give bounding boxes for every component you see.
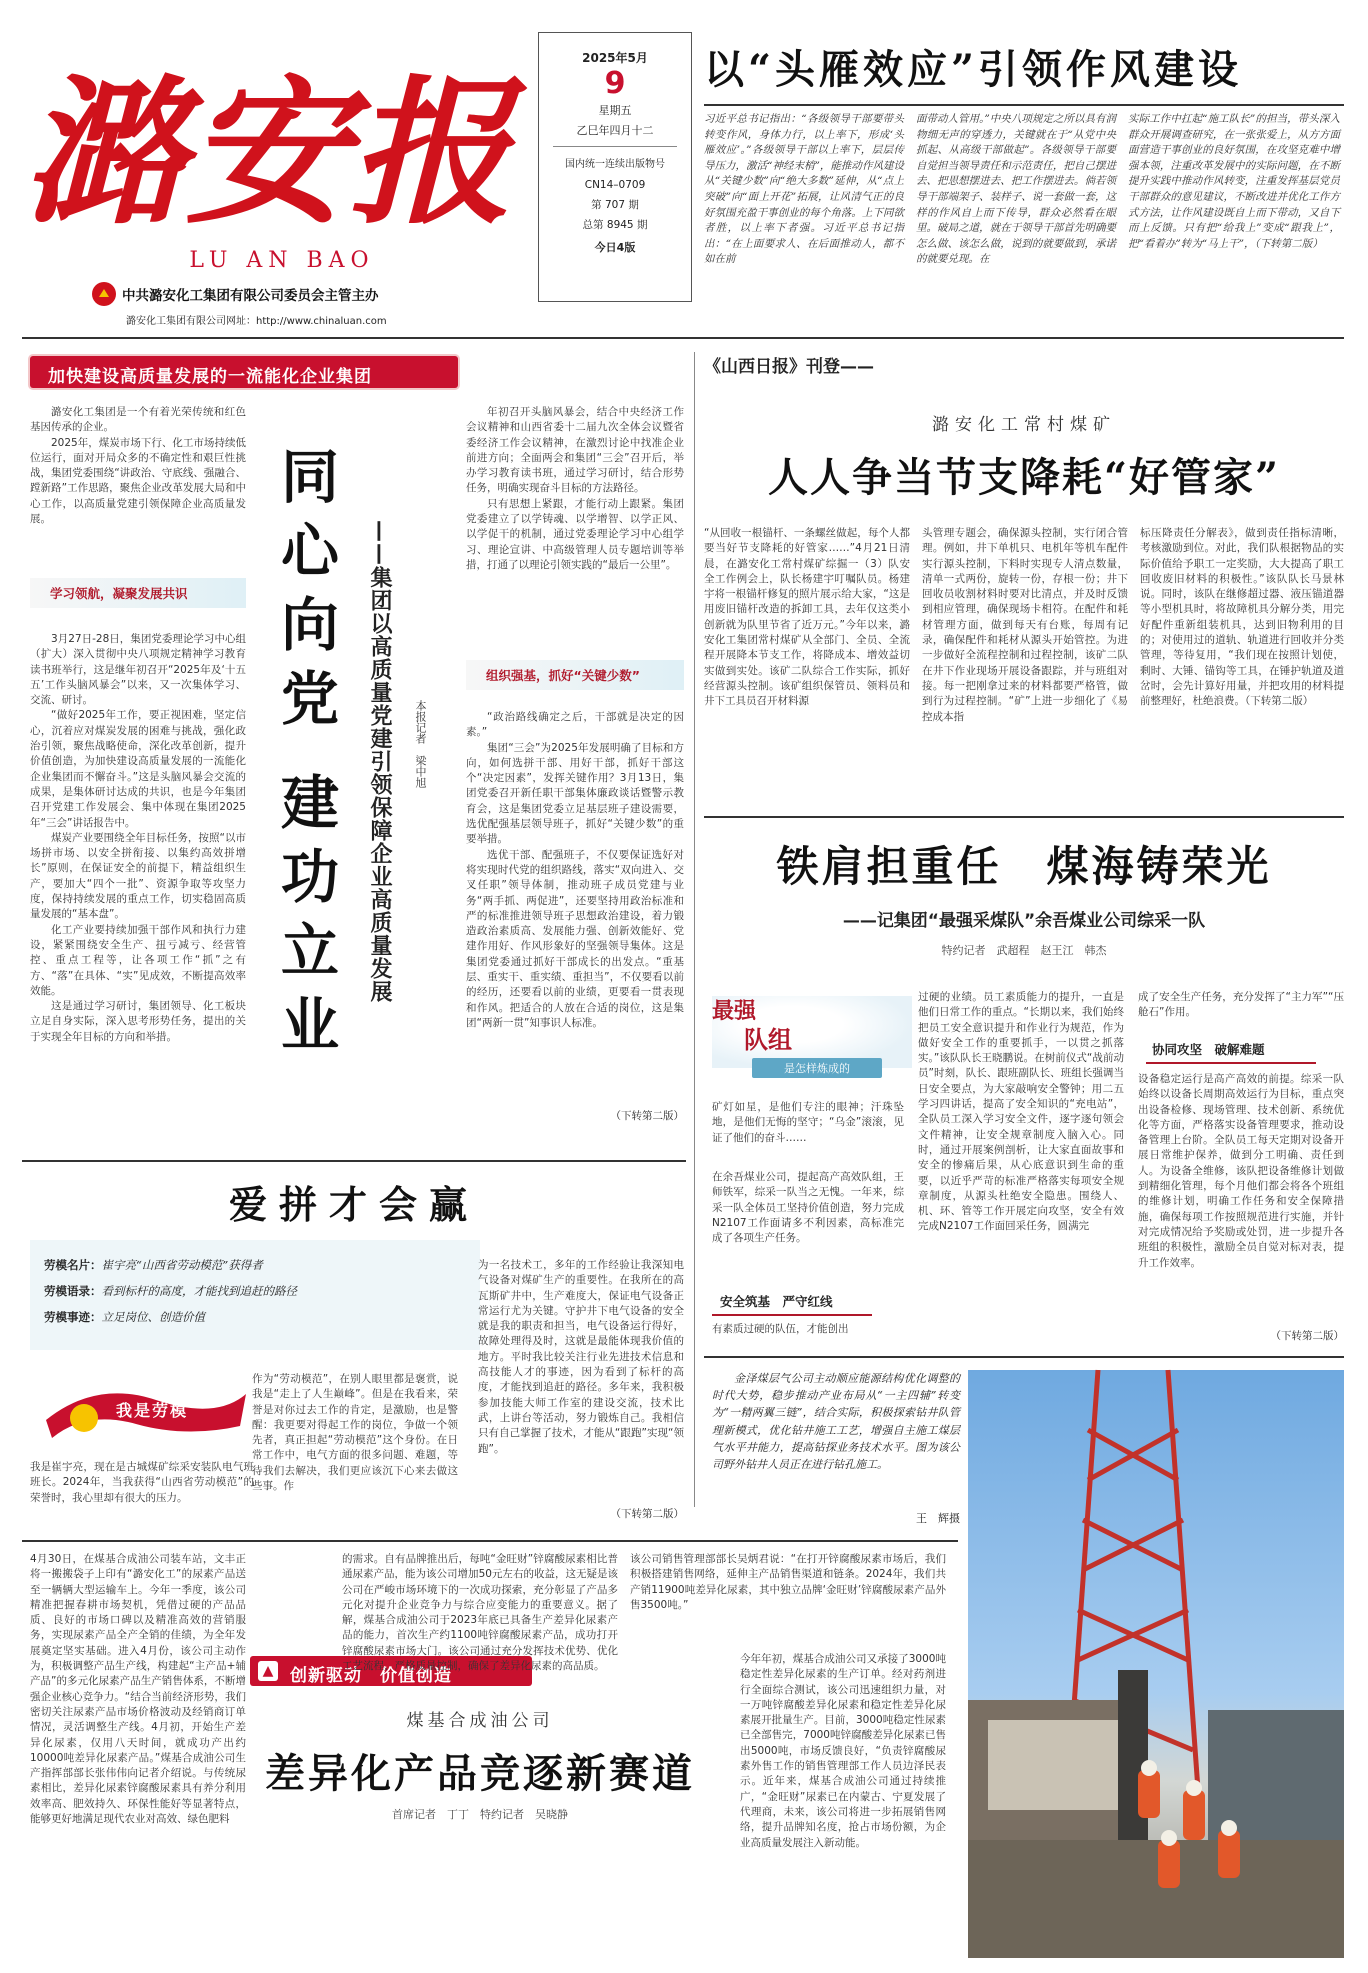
- photo-caption: 金泽煤层气公司主动顺应能源结构优化调整的时代大势，稳步推动产业布局从“一主四辅”转变为“一精两翼三链”，结合实际，积极探索钻井队管理新模式，优化钻井施工工艺，增强自主施工煤层气水平井能力，提高钻探业务技术水平。图为该公司野外钻井人员正在进行钻孔施工。: [712, 1372, 960, 1472]
- love-info-value: 立足岗位、创造价值: [101, 1310, 205, 1324]
- bottom-title: 差异化产品竞逐新赛道: [265, 1750, 695, 1797]
- lead-col3b-p3: 选优干部、配强班子，不仅要保证选好对将实现时代党的组织路线，落实“双向进入、交叉任职”领导体制，推动班子成员党建与业务“两手抓、两促进”，还要坚持用政治标准和严的标准推进领导班子思想政治建设，着力锻造政治素质高、发展能力强、创新效能好、党建作用好、作风形象好的坚强领导集体。这是集团党委通过抓好干部成长的出发点。“重基层、重实干、重实绩、重担当”，不仅要看以前的经历，还要看以前的业绩，更要看一贯表现和作风。把适合的人放在合适的岗位，这是集团“两新一贯”知事识人标准。: [466, 848, 684, 1029]
- lead-col3: [466, 405, 684, 573]
- shanxi-kicker: 《山西日报》刊登——: [704, 357, 874, 377]
- love-info-key: 劳模语录：: [44, 1284, 102, 1298]
- love-info-value: 看到标杆的高度，才能找到追赶的路径: [101, 1284, 297, 1298]
- lead-title-char: 建: [280, 769, 339, 837]
- lead-title-char: 党: [280, 665, 339, 733]
- lead-subhead-1: 学习领航，凝聚发展共识: [30, 578, 246, 608]
- mine-byline: 特约记者 武超程 赵王江 韩杰: [941, 944, 1107, 957]
- lead-title: [268, 440, 352, 1062]
- lead-col3b: [466, 710, 684, 1095]
- publisher-text: 潞安化工集团有限公司网址：http://www.chinaluan.com: [126, 316, 387, 327]
- bottom-pre: 煤基合成油公司: [406, 1711, 554, 1731]
- mine-badge: [712, 990, 920, 1082]
- lead-subhead-2: 组织强基，抓好“关键少数”: [466, 660, 684, 690]
- masthead-pinyin: LU AN BAO: [189, 248, 375, 273]
- lead-col1-p1: 潞安化工集团是一个有着光荣传统和红色基因传承的企业。: [30, 406, 246, 434]
- lead-col1b-p2: “做好2025年工作，要正视困难，坚定信心，沉着应对煤炭发展的困难与挑战，强化政治引领，聚焦战略使命，深化改革创新，提升价值创造，为加快建设高质量发展的一流能化企业集团而不懈奋斗。”这是头脑风暴会交流的成果，是集体研讨达成的共识，也是今年集团召开党建工作发展会、集中体现在集团2025年“三会”讲话报告中。: [30, 709, 246, 829]
- love-info-row: [44, 1278, 466, 1304]
- top-article-title: 以“头雁效应”引领作风建设: [704, 46, 1243, 93]
- mine-col3b: 设备稳定运行是高产高效的前提。综采一队始终以设备长周期高效运行为目标，重点突出设备检修、现场管理、技术创新、系统优化等方面，严格落实设备管理要求，推动设备管理上台阶。全队员工每天定期对设备开展日常维护保养，做到分工明确、责任到人。为设备全维修，该队把设备维修计划做到精细化管理，每个月他们都会将各个班组的维修计划，明确工作任务和安全保障措施，确保每项工作按照规范进行实施，并针对完成情况给予奖励或处罚，进一步提升各班组的积极性，激励全员自觉对标对表，提升工作效率。: [1138, 1073, 1344, 1269]
- date-weekday: 星期五: [598, 104, 632, 117]
- love-info-key: 劳模事迹：: [44, 1310, 102, 1324]
- masthead-logo: [22, 20, 527, 280]
- mine-col1c: 有素质过硬的队伍，才能创出: [712, 1323, 849, 1335]
- lead-continued: （下转第二版）: [610, 1110, 684, 1122]
- love-logo-text: 我是劳模: [116, 1401, 189, 1420]
- love-title: 爱拼才会赢: [228, 1182, 479, 1227]
- lead-col1b-p1: 3月27日-28日，集团党委理论学习中心组（扩大）深入贯彻中央八项规定精神学习教育读书班举行，这是继年初召开“2025年及‘十五五’工作头脑风暴会”以来，又一次集体学习、交流、研讨。: [30, 633, 246, 707]
- column-divider: [694, 352, 695, 1507]
- masthead: [22, 20, 527, 332]
- love-info-key: 劳模名片：: [44, 1258, 102, 1272]
- sponsor-text: 中共潞安化工集团有限公司委员会主管主办: [122, 288, 379, 304]
- lead-col1-p2: 2025年，煤炭市场下行、化工市场持续低位运行，面对开局众多的不确定性和艰巨性挑战，集团党委围绕“讲政治、守底线、强融合、蹚新路”工作思路，聚焦企业改革发展大局和中心工作，以高质量党建引领保障企业高质量发展。: [30, 436, 246, 526]
- date-lunar: 乙巳年四月十二: [576, 124, 654, 137]
- bottom-col4: 今年年初，煤基合成油公司又承接了3000吨稳定性差异化尿素的生产订单。经对药剂进行全面综合测试，该公司迅速组织力量，对一万吨锌腐酸差异化尿素和稳定性差异化尿素展开批量生产。目前，3000吨稳定性尿素已全部售完，7000吨锌腐酸差异化尿素已售出5000吨，市场反馈良好，“负责锌腐酸尿素外售工作的销售管理部工作人员边泽民表示。近年来，煤基合成油公司通过持续推广，“金旺财”尿素已在内蒙古、宁夏发展了代理商，未来，该公司将进一步拓展销售网络，提升品牌知名度，抢占市场份额，为企业高质量发展注入新动能。: [740, 1653, 946, 1849]
- shanxi-title: 人人争当节支降耗“好管家”: [767, 454, 1280, 501]
- love-info-row: [44, 1304, 466, 1330]
- bottom-col2-text: 的需求。自有品牌推出后，每吨“金旺财”锌腐酸尿素相比普通尿素产品，能为该公司增加50元左右的收益，这无疑是该公司在严峻市场环境下的一次成功探索，充分彰显了产品多元化对提升企业竞争力与综合应变能力的重要意义。据了解，煤基合成油公司于2023年底已具备生产差异化尿素产品的能力，首次生产约1100吨锌腐酸尿素产品，成功打开锌腐酸尿素市场大门。该公司通过充分发挥技术优势、优化工艺流程、严格质量控制，确保了差异化尿素的高品质。: [342, 1553, 618, 1673]
- innovation-icon: ▲: [258, 1661, 278, 1681]
- mine-col3: 成了安全生产任务，充分发挥了“主力军”“压舱石”作用。: [1138, 991, 1344, 1019]
- lead-title-char: 业: [280, 991, 339, 1059]
- lead-title-char: 心: [280, 517, 339, 585]
- issue-number: 第 707 期: [591, 199, 639, 211]
- mine-subhead-1: 安全筑基 严守红线: [712, 1288, 872, 1316]
- sponsor-line: [92, 282, 512, 306]
- lead-title-char: 同: [280, 443, 339, 511]
- total-issue: 总第 8945 期: [582, 219, 648, 231]
- cn-number: CN14–0709: [584, 179, 646, 191]
- love-info-box: [30, 1240, 480, 1350]
- lead-byline: 本报记者 梁中旭: [414, 700, 427, 788]
- page-count: 今日4版: [594, 241, 636, 254]
- lead-col1b-p3: 煤炭产业要围绕全年目标任务，按照“以市场拼市场、以安全拼衔接、以集约高效拼增长”原则，在保证安全的前提下，精益组织生产，要加大“四个一批”、资源争取等攻坚力度，保持持续发展的重点工作，切实稳固高质量发展的“基本盘”。: [30, 831, 246, 921]
- bottom-top-rule: [22, 1540, 958, 1542]
- mine-col2: 过硬的业绩。员工素质能力的提升，一直是他们日常工作的重点。“长期以来，我们始终把员工安全意识提升和作业行为规范，作为做好安全工作的重要抓手，一以贯之抓落实。”该队队长王晓鹏说。在树前仪式“战前动员”时刻，队长、跟班副队长、班组长强调当日安全要点，为大家敲响安全警钟；用二五学习四讲话，提高了安全知识的“充电站”，全队员工深入学习安全文件，逐字逐句领会文件精神，让安全规章制度入脑入心。同时，通过开展案例剖析，让大家直面故事和安全的惨痛后果，从心底意识到生命的重要，以近乎严苛的标准严格落实每项安全规章制度，从源头杜绝安全隐患。围绕人、机、环、管等工作开展定向攻坚，安全有效完成N2107工作面回采任务，圆满完: [918, 991, 1124, 1233]
- photo-author: 王 辉摄: [916, 1512, 960, 1525]
- mine-col1b: 在余吾煤业公司，提起高产高效队组，王师铁军，综采一队当之无愧。一年来，综采一队全体员工坚持价值创造，努力完成N2107工作面请多不利因素，高标准完成了各项生产任务。: [712, 1171, 904, 1245]
- feature-band-label: 加快建设高质量发展的一流能化企业集团: [48, 367, 372, 387]
- party-emblem-icon: [92, 282, 116, 306]
- shanxi-col3: 标压降责任分解表》，做到责任指标清晰，考核激励到位。对此，我们队根据物品的实际价值给予职工一定奖励，大大提高了职工回收废旧材料的积极性。”该队队长马景林说。同时，该队在继修超过器、液压锚道器等小型机具时，将故障机具分解分类，用完好配件重新组装机具，达到旧物利用的目的；对使用过的道轨、轨道进行回收并分类管理，等待复用，“我们现在按照计划使，剩时、大锤、锚钩等工具，在锤护轨道及道岔时，会先计算好用量，并把攻用的材料提前整理好，杜绝浪费。（下转第二版）: [1140, 527, 1344, 708]
- bottom-byline: 首席记者 丁丁 特约记者 吴晓静: [392, 1808, 568, 1821]
- cn-label: 国内统一连续出版物号: [565, 159, 665, 170]
- lead-col1b-p4: 化工产业要持续加强干部作风和执行力建设，紧紧围绕安全生产、扭亏减亏、经营管控、重点工程等，让各项工作“抓”之有方、“落”在具体、“实”见成效，不断提高效率效能。: [30, 923, 246, 997]
- mine-badge-big: 最强: [712, 999, 757, 1024]
- love-col3: 为一名技术工，多年的工作经验让我深知电气设备对煤矿生产的重要性。在我所在的高瓦斯矿井中，生产难度大，保证电气设备正常运行尤为关键。守护井下电气设备的安全就是我的职责和担当，电气设备运行得好，故障处理得及时，这就是最能体现我价值的地方。平时我比较关注行业先进技术信息和高技能人才的事迹，因为看到了标杆的高度，才能找到追赶的路径。多年来，我积极参加技能大师工作室的建设交流，技术比武，上讲台等活动，努力锻炼自己。我相信只有自己掌握了技术，才能从“跟跑”实现“领跑”。: [478, 1259, 684, 1455]
- love-top-rule: [22, 1160, 686, 1162]
- lead-title-char: 向: [280, 591, 339, 659]
- lead-col3b-p1: “政治路线确定之后，干部就是决定的因素。”: [466, 711, 684, 739]
- lead-col1b-p5: 这是通过学习研讨，集团领导、化工板块立足自身实际，深入思考形势任务，提出的关于实现全年目标的方向和举措。: [30, 1000, 246, 1043]
- lead-col1b: [30, 632, 246, 1127]
- bottom-col2-top: [342, 1552, 618, 1673]
- love-logo: [36, 1380, 256, 1444]
- shanxi-col2: 头管理专题会，确保源头控制，实行闭合管理。例如，井下单机只、电机年等机车配件实行源头控制，下料时实现专人清点数量，清单一式两份，旋转一份，存根一份；井下回收员收割材料时要对比清点，并及时反馈到相应管理，确保现场卡相符。在配件和耗材管理方面，做到每天有台账，每周有记录，确保配件和耗材从源头开始管控。为进一步做好全流程控制和过程控制，该矿二队在井下作业现场开展设备跟踪，并与班组对接。每一把刚拿过来的材料都要严格管，做到行为过程控制。“矿”上进一步细化了《易控成本指: [922, 527, 1128, 723]
- shanxi-rule: [704, 816, 1344, 818]
- top-article-col3: 实际工作中扛起“施工队长”的担当，带头深入群众开展调查研究，在一张张爱上，从方方面面营造干事创业的良好氛围，在攻坚克难中增强本领，注重改革发展中的实际问题，在不断提升实践中推动作风转变，注重发挥基层党员干部群众的意见建议，不断改进并优化工作方式方法，让作风建设既自上而下带动，又自下而上反馈。只有把“给我上”变成“跟我上”，把“看着办”转为“马上干”，（下转第二版）: [1128, 113, 1340, 250]
- lead-col3b-p2: 集团“三会”为2025年发展明确了目标和方向，如何选拼干部、用好干部，抓好干部这个“决定因素”，发挥关键作用？3月13日，集团党委召开新任职干部集体廉政谈话暨警示教育会，这是集团党委立足基层班子建设需要，选优配强基层领导班子，抓好“关键少数”的重要举措。: [466, 741, 684, 846]
- lead-col3-p2: 只有思想上紧跟，才能行动上跟紧。集团党委建立了以学铸魂、以学增智、以学正风、以学促干的机制，通过党委理论学习中心组学习、理论宣讲、中高级管理人员专题培训等举措，打通了以理论引领实践的“最后一公里”。: [466, 497, 684, 571]
- love-info-row: [44, 1252, 466, 1278]
- mine-title: 铁肩担重任 煤海铸荣光: [776, 842, 1272, 891]
- masthead-rule: [22, 337, 1344, 339]
- love-info-value: 崔宇亮“山西省劳动模范”获得者: [101, 1258, 263, 1272]
- lead-title-char: 功: [280, 843, 339, 911]
- love-continued: （下转第二版）: [610, 1508, 684, 1520]
- date-box: [538, 32, 692, 302]
- love-col2: 作为“劳动模范”，在别人眼里都是褒赏，说我是“走上了人生巅峰”。但是在我看来，荣誉是对你过去工作的肯定，是激励，也是警醒：我更要对得起工作的岗位，争做一个领先者，真正担起“劳动模范”这个身份。在日常工作中，电气方面的很多问题、难题，等待我们去解决，我们更应该沉下心来去做这些事。作: [252, 1373, 458, 1493]
- drilling-photo: [968, 1370, 1344, 1958]
- mine-continued: （下转第二版）: [1270, 1330, 1344, 1342]
- mine-badge-big2: 队组: [744, 1026, 792, 1054]
- mine-subhead-2: 协同攻坚 破解难题: [1146, 1036, 1316, 1064]
- mine-col1: 矿灯如星，是他们专注的眼神；汗珠坠地，是他们无悔的坚守；“乌金”滚滚，见证了他们的奋斗……: [712, 1101, 904, 1144]
- mine-badge-small: 是怎样炼成的: [752, 1058, 882, 1078]
- bottom-col3: 该公司销售管理部部长吴炳君说：“在打开锌腐酸尿素市场后，我们积极搭建销售网络，延伸主产品销售渠道和链条。2024年，我们共产销11900吨差异化尿素，其中独立品牌‘金旺财’锌腐酸尿素产品外售3500吨。”: [630, 1553, 946, 1611]
- feature-band: [30, 356, 458, 388]
- shanxi-col1: “从回收一根锚杆、一条螺丝做起，每个人都要当好节支降耗的好管家……”4月21日清晨，在潞安化工常村煤矿综掘一（3）队安全工作例会上，队长杨建宇叮嘱队员。杨建宇将一根锚杆修复的照片展示给大家，“这是用废旧锚杆改造的拆卸工具，去年仅这类小创新就为队里节省了近万元。”今年以来，潞安化工集团常村煤矿从全部门、全员、全流程开展降本节支工作，将降成本、增效益切实做到实处。该矿二队综合工作实际，抓好经营源头控制。该矿组织保管员、领料员和井下工具员召开材料源: [704, 527, 910, 708]
- svg-text:潞安报: 潞安报: [22, 61, 528, 246]
- shanxi-pre: 潞安化工常村煤矿: [932, 415, 1116, 435]
- top-article-rule: [704, 104, 1344, 106]
- top-article-col2: 面带动人管用。”中央八项规定之所以具有润物细无声的穿透力，关键就在于“从党中央抓起、从高级干部做起”。各级领导干部要自觉担当领导责任和示范责任，把自己摆进去、把思想摆进去、把工作摆进去。倘若领导干部端架子、装样子、说一套做一套，这样的作风自上而下传导，群众必然看在眼里。破局之道，就在于领导干部首先明确要怎么做、该怎么做，说到的就要做到，承诺的就要兑现。在: [916, 113, 1116, 266]
- lead-subtitle: ——集团以高质量党建引领保障企业高质量发展: [367, 520, 392, 1003]
- lead-col1: [30, 405, 246, 527]
- lead-title-char: 立: [280, 917, 339, 985]
- mine-rule: [704, 1356, 1344, 1358]
- love-col1: 我是崔宇亮，现在是古城煤矿综采安装队电气班班长。2024年，当我获得“山西省劳动模范”的荣誉时，我心里却有很大的压力。: [30, 1461, 254, 1504]
- bottom-col1: 4月30日，在煤基合成油公司装车站，文丰正将一搬搬袋子上印有“潞安化工”的尿素产品送至一辆辆大型运输车上。今年一季度，该公司精准把握春耕市场契机，凭借过硬的产品品质、良好的市场口碑以及精准高效的营销服务，实现尿素产品全产全销的佳绩，为全年发展奠定坚实基础。进入4月份，该公司主动作为，积极调整产品生产线，构建起“主产品+辅产品”的多元化尿素产品生产销售体系，不断增强企业核心竞争力。“结合当前经济形势，我们密切关注尿素产品市场价格波动及经销商订单情况，灵活调整生产线。4月初，开始生产差异化尿素，仅用八天时间，就成功产出约10000吨差异化尿素产品。”煤基合成油公司生产指挥部部长张伟伟向记者介绍说。与传统尿素相比，差异化尿素锌腐酸尿素具有养分利用效率高、肥效持久、环保性能好等显著特点，能够更好地满足现代农业对高效、绿色肥料: [30, 1553, 246, 1826]
- date-day: 9: [604, 66, 626, 101]
- drilling-rig-icon: [968, 1370, 1344, 1958]
- lead-col3-p1: 年初召开头脑风暴会，结合中央经济工作会议精神和山西省委十二届九次全体会议暨省委经济工作会议精神，在激烈讨论中找准企业前进方向；全面两会和集团“三会”召开后，举办学习教育读书班，通过学习研讨，结合形势任务，明确实现奋斗目标的方法路径。: [466, 406, 684, 495]
- date-year-month: 2025年5月: [582, 51, 648, 65]
- bottom-band-label: 创新驱动 价值创造: [290, 1666, 452, 1686]
- top-article-col1: 习近平总书记指出：“各级领导干部要带头转变作风，身体力行，以上率下，形成‘头雁效应’。”各级领导干部以上率下，层层传导压力，激活“神经末梢”，能推动作风建设从“关键少数”向“绝大多数”延伸，从“点上突破”向“面上开花”拓展，让风清气正的良好氛围充盈干事创业的每个角落。上下同欲者胜，以上率下者强。习近平总书记指出：“在上面要求人、在后面推动人，都不如在前: [704, 113, 904, 266]
- mine-subtitle: ——记集团“最强采煤队”余吾煤业公司综采一队: [842, 911, 1206, 931]
